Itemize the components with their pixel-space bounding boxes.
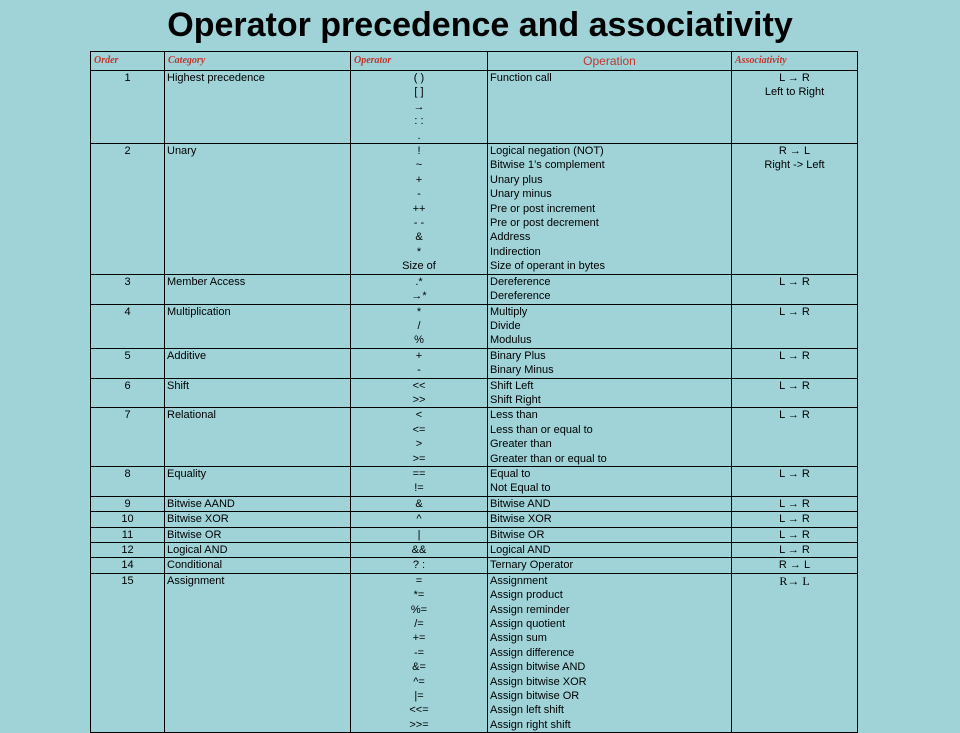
associativity-cell: [732, 496, 858, 511]
associativity-value: L → R: [779, 467, 810, 480]
associativity-value: L → R: [779, 544, 810, 556]
operator-symbol: ^: [416, 513, 422, 526]
associativity-value: L → R: [779, 275, 810, 288]
associativity-value: L → R: [779, 513, 810, 526]
table-row: [91, 348, 858, 378]
operator-cell: [351, 408, 488, 467]
operation-description: Less than: [490, 409, 538, 422]
category-cell: Member Access: [165, 274, 351, 304]
operator-symbol: |: [417, 528, 421, 541]
order-cell: 3: [91, 274, 165, 304]
associativity-value: L → R: [779, 379, 810, 392]
associativity-value: L → R: [779, 409, 810, 422]
operator-symbol: .*: [415, 275, 423, 288]
table-row: [91, 558, 858, 573]
order-cell: 10: [91, 512, 165, 527]
operator-symbol: ? :: [412, 559, 426, 572]
operator-symbol: =: [415, 574, 423, 587]
operator-symbol: →*: [411, 290, 427, 303]
table-body: [91, 71, 858, 733]
operation-description: Assign reminder: [490, 603, 570, 616]
operation-cell: [488, 274, 732, 304]
operation-description: Divide: [490, 319, 521, 332]
operator-symbol: -=: [413, 646, 425, 659]
order-cell: 2: [91, 144, 165, 275]
operator-cell: [351, 512, 488, 527]
table-row: [91, 304, 858, 348]
operation-description: Dereference: [490, 290, 551, 303]
associativity-cell: [732, 71, 858, 144]
operator-cell: [351, 558, 488, 573]
associativity-cell: [732, 543, 858, 558]
operation-description: Assignment: [490, 574, 548, 587]
operator-symbol: <: [415, 409, 423, 422]
table-row: [91, 274, 858, 304]
category-cell: Bitwise XOR: [165, 512, 351, 527]
table-row: [91, 408, 858, 467]
operator-symbol: →: [413, 100, 425, 113]
operation-description: Binary Plus: [490, 349, 546, 362]
operator-symbol: ( ): [413, 72, 425, 84]
operator-symbol: Size of: [402, 260, 436, 273]
operator-symbol: /: [417, 319, 421, 332]
operator-symbol: ++: [412, 202, 426, 215]
header-operator: Operator: [351, 52, 488, 71]
operator-symbol: ^=: [413, 675, 425, 688]
associativity-value: L → R: [779, 497, 810, 510]
operation-description: Ternary Operator: [490, 559, 574, 572]
associativity-cell: [732, 144, 858, 275]
operation-description: Modulus: [490, 334, 532, 347]
operation-description: Assign left shift: [490, 704, 564, 717]
operator-symbol: %: [414, 334, 424, 347]
operation-description: Assign difference: [490, 646, 575, 659]
operation-cell: [488, 71, 732, 144]
operation-description: Assign bitwise AND: [490, 661, 586, 674]
category-cell: Assignment: [165, 573, 351, 732]
operator-cell: [351, 543, 488, 558]
operator-symbol: %=: [410, 603, 428, 616]
operator-symbol: <<: [412, 379, 426, 392]
table-row: [91, 496, 858, 511]
operation-description: Size of operant in bytes: [490, 260, 605, 273]
operator-symbol: &: [415, 497, 423, 510]
operator-cell: [351, 378, 488, 408]
operation-description: Assign quotient: [490, 618, 566, 631]
order-cell: 7: [91, 408, 165, 467]
category-cell: Multiplication: [165, 304, 351, 348]
order-cell: 5: [91, 348, 165, 378]
operation-description: Multiply: [490, 305, 528, 318]
operation-cell: [488, 408, 732, 467]
category-cell: Conditional: [165, 558, 351, 573]
operator-cell: [351, 466, 488, 496]
category-cell: Highest precedence: [165, 71, 351, 144]
operator-symbol: &&: [411, 544, 427, 556]
operation-description: Pre or post decrement: [490, 217, 599, 230]
operator-cell: [351, 527, 488, 542]
associativity-value: R→ L: [779, 573, 810, 588]
operation-description: Assign bitwise XOR: [490, 675, 587, 688]
page-title: Operator precedence and associativity: [167, 6, 793, 44]
table-row: [91, 573, 858, 732]
associativity-value: L → R: [779, 528, 810, 541]
table-row: [91, 144, 858, 275]
operator-symbol: <=: [412, 423, 426, 436]
operator-symbol: |=: [414, 690, 424, 703]
operator-symbol: >>=: [409, 718, 429, 731]
operation-description: Equal to: [490, 467, 531, 480]
operation-cell: [488, 348, 732, 378]
order-cell: 12: [91, 543, 165, 558]
operator-symbol: >: [415, 438, 423, 451]
operator-cell: [351, 144, 488, 275]
associativity-value: L → R: [779, 72, 810, 84]
operator-symbol: *: [416, 305, 422, 318]
operator-cell: [351, 496, 488, 511]
operator-cell: [351, 71, 488, 144]
category-cell: Bitwise AAND: [165, 496, 351, 511]
order-cell: 11: [91, 527, 165, 542]
table-row: [91, 466, 858, 496]
operator-symbol: - -: [413, 217, 425, 230]
category-cell: Bitwise OR: [165, 527, 351, 542]
associativity-cell: [732, 466, 858, 496]
operation-description: Shift Left: [490, 379, 534, 392]
operation-description: Logical negation (NOT): [490, 145, 604, 158]
operator-symbol: &=: [412, 661, 426, 674]
category-cell: Unary: [165, 144, 351, 275]
operation-description: Pre or post increment: [490, 202, 596, 215]
associativity-cell: [732, 348, 858, 378]
operation-description: Less than or equal to: [490, 423, 593, 436]
associativity-cell: [732, 408, 858, 467]
order-cell: 6: [91, 378, 165, 408]
operator-symbol: *=: [413, 589, 425, 602]
operation-cell: [488, 304, 732, 348]
operator-cell: [351, 573, 488, 732]
operation-description: Bitwise OR: [490, 528, 545, 541]
category-cell: Equality: [165, 466, 351, 496]
operator-symbol: +: [415, 173, 423, 186]
operator-symbol: +: [415, 349, 423, 362]
operation-description: Not Equal to: [490, 482, 551, 495]
category-cell: Logical AND: [165, 543, 351, 558]
associativity-value: R → L: [778, 559, 811, 572]
header-category: Category: [165, 52, 351, 71]
operator-symbol: ==: [412, 467, 426, 480]
associativity-cell: [732, 512, 858, 527]
order-cell: 1: [91, 71, 165, 144]
operation-description: Assign product: [490, 589, 563, 602]
header-order: Order: [91, 52, 165, 71]
table-row: [91, 527, 858, 542]
associativity-cell: [732, 304, 858, 348]
associativity-cell: [732, 527, 858, 542]
order-cell: 8: [91, 466, 165, 496]
operator-symbol: -: [417, 364, 421, 377]
associativity-value: L → R: [779, 305, 810, 318]
operator-symbol: : :: [414, 115, 424, 128]
order-cell: 14: [91, 558, 165, 573]
operator-symbol: +=: [412, 632, 426, 645]
table-row: [91, 543, 858, 558]
header-associativity: Associativity: [732, 52, 858, 71]
operation-description: Unary plus: [490, 173, 543, 186]
operation-description: Greater than: [490, 438, 552, 451]
precedence-table: [90, 51, 858, 733]
operation-cell: [488, 527, 732, 542]
table-header-row: [91, 52, 858, 71]
operator-cell: [351, 304, 488, 348]
operation-description: Binary Minus: [490, 364, 554, 377]
operator-symbol: -: [417, 188, 421, 201]
operation-cell: [488, 144, 732, 275]
operation-description: Assign bitwise OR: [490, 690, 580, 703]
associativity-cell: [732, 558, 858, 573]
operation-description: Assign right shift: [490, 718, 571, 731]
operation-description: Function call: [490, 72, 552, 84]
header-operation: Operation: [488, 52, 732, 71]
operator-symbol: >>: [412, 393, 426, 406]
operator-symbol: <<=: [409, 704, 429, 717]
associativity-value: R → L: [778, 145, 811, 158]
order-cell: 15: [91, 573, 165, 732]
operation-description: Unary minus: [490, 188, 552, 201]
operation-description: Dereference: [490, 275, 551, 288]
operator-symbol: >=: [412, 452, 426, 465]
operation-cell: [488, 573, 732, 732]
operation-description: Logical AND: [490, 544, 551, 556]
operator-symbol: [ ]: [414, 86, 424, 99]
operation-description: Indirection: [490, 245, 541, 258]
associativity-cell: [732, 573, 858, 732]
operator-symbol: !: [417, 145, 421, 158]
category-cell: Relational: [165, 408, 351, 467]
operation-cell: [488, 543, 732, 558]
associativity-cell: [732, 378, 858, 408]
operator-cell: [351, 348, 488, 378]
associativity-value: L → R: [779, 349, 810, 362]
table-row: [91, 71, 858, 144]
operation-description: Shift Right: [490, 393, 541, 406]
associativity-cell: [732, 274, 858, 304]
operation-cell: [488, 466, 732, 496]
operator-symbol: /=: [414, 618, 424, 631]
operation-description: Greater than or equal to: [490, 452, 607, 465]
table-row: [91, 378, 858, 408]
operation-description: Assign sum: [490, 632, 547, 645]
order-cell: 9: [91, 496, 165, 511]
operation-cell: [488, 558, 732, 573]
table-row: [91, 512, 858, 527]
operator-symbol: *: [416, 245, 422, 258]
operator-symbol: &: [415, 231, 423, 244]
operator-symbol: .: [417, 129, 421, 142]
operation-description: Bitwise 1’s complement: [490, 159, 605, 172]
operation-description: Bitwise AND: [490, 497, 551, 510]
operator-symbol: ~: [415, 159, 423, 172]
category-cell: Shift: [165, 378, 351, 408]
operator-symbol: !=: [414, 482, 424, 495]
operation-cell: [488, 496, 732, 511]
associativity-value: Right -> Left: [764, 159, 825, 172]
category-cell: Additive: [165, 348, 351, 378]
operation-description: Bitwise XOR: [490, 513, 552, 526]
operator-cell: [351, 274, 488, 304]
operation-cell: [488, 512, 732, 527]
associativity-value: Left to Right: [764, 86, 825, 99]
operation-description: Address: [490, 231, 531, 244]
operation-cell: [488, 378, 732, 408]
order-cell: 4: [91, 304, 165, 348]
